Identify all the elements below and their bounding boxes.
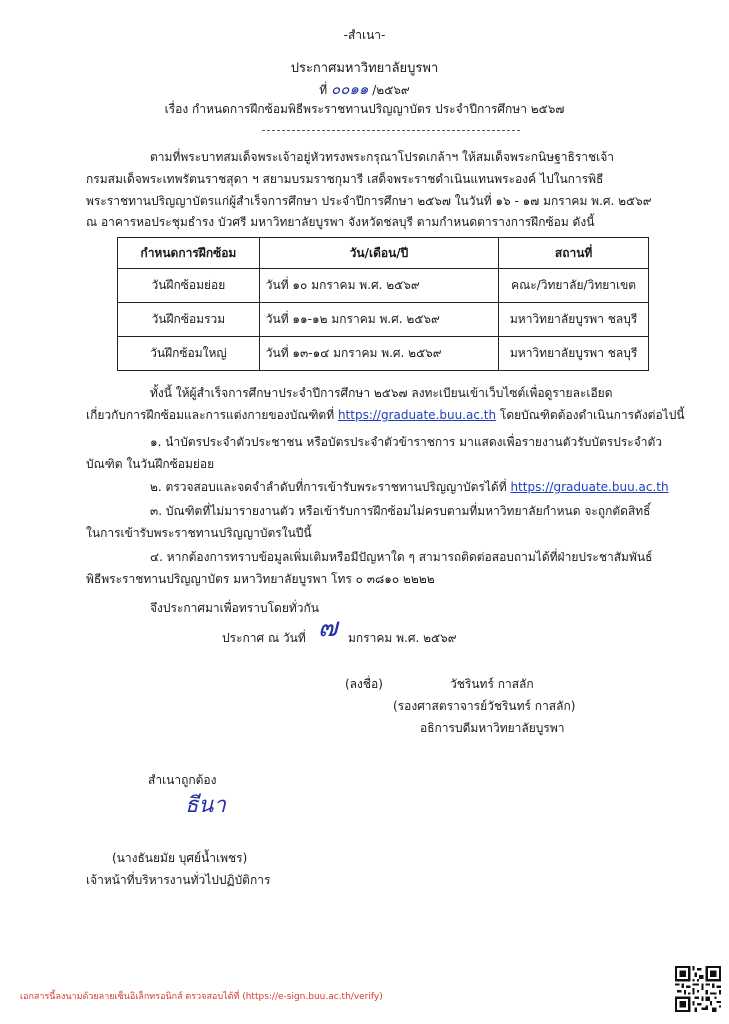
- document-number: [0, 79, 729, 99]
- table-row: [118, 269, 649, 303]
- intro-line-2: กรมสมเด็จพระเทพรัตนราชสุดา ฯ สยามบรมราชกุมารี เสด็จพระราชดำเนินแทนพระองค์ ไปในการพิธี: [86, 172, 604, 186]
- item-3-line-2: ในการเข้ารับพระราชทานปริญญาบัตรในปีนี้: [86, 526, 312, 540]
- cell-date: วันที่ ๑๑-๑๒ มกราคม พ.ศ. ๒๕๖๙: [259, 303, 498, 337]
- item-4-line-1: ๔. หากต้องการทราบข้อมูลเพิ่มเติมหรือมีปัญหาใด ๆ สามารถติดต่อสอบถามได้ที่ฝ่ายประชาสัมพันธ์: [150, 550, 653, 564]
- certifier-position: เจ้าหน้าที่บริหารงานทั่วไปปฏิบัติการ: [86, 873, 271, 887]
- cell-place: มหาวิทยาลัยบูรพา ชลบุรี: [499, 337, 649, 371]
- cell-schedule: วันฝึกซ้อมย่อย: [118, 269, 260, 303]
- certifier-signature-mark: ธีนา: [185, 793, 226, 818]
- cell-place: คณะ/วิทยาลัย/วิทยาเขต: [499, 269, 649, 303]
- para2-text-a: เกี่ยวกับการฝึกซ้อมและการแต่งกายของบัณฑิตที่: [86, 408, 335, 422]
- announce-day-handwritten: ๗: [318, 613, 338, 643]
- graduate-website-link[interactable]: https://graduate.buu.ac.th: [337, 408, 497, 422]
- announce-prefix: ประกาศ ณ วันที่: [222, 631, 306, 645]
- header-schedule: กำหนดการฝึกซ้อม: [118, 238, 260, 269]
- signer-full-name: (รองศาสตราจารย์วัชรินทร์ กาสลัก): [393, 699, 576, 713]
- item-1-line-2: บัณฑิต ในวันฝึกซ้อมย่อย: [86, 457, 215, 471]
- cell-date: วันที่ ๑๓-๑๔ มกราคม พ.ศ. ๒๕๖๙: [259, 337, 498, 371]
- announce-suffix: มกราคม พ.ศ. ๒๕๖๙: [348, 631, 457, 645]
- cell-place: มหาวิทยาลัยบูรพา ชลบุรี: [499, 303, 649, 337]
- intro-line-1: ตามที่พระบาทสมเด็จพระเจ้าอยู่หัวทรงพระกรุณาโปรดเกล้าฯ ให้สมเด็จพระกนิษฐาธิราชเจ้า: [150, 150, 615, 164]
- table-row: [118, 303, 649, 337]
- schedule-table: [117, 237, 649, 371]
- cell-schedule: วันฝึกซ้อมรวม: [118, 303, 260, 337]
- header-date: วัน/เดือน/ปี: [259, 238, 498, 269]
- item-2-line: [150, 479, 669, 495]
- signer-name: วัชรินทร์ กาสลัก: [450, 677, 534, 691]
- header-place: สถานที่: [499, 238, 649, 269]
- signed-label: (ลงชื่อ): [345, 677, 383, 691]
- intro-line-4: ณ อาคารหอประชุมธำรง บัวศรี มหาวิทยาลัยบูรพา จังหวัดชลบุรี ตามกำหนดตารางการฝึกซ้อม ดังนี้: [86, 215, 595, 229]
- cell-schedule: วันฝึกซ้อมใหญ่: [118, 337, 260, 371]
- org-title: ประกาศมหาวิทยาลัยบูรพา: [290, 61, 439, 76]
- number-handwritten: ๐๐๑๑: [331, 80, 369, 98]
- intro-line-3: พระราชทานปริญญาบัตรแก่ผู้สำเร็จการศึกษา ประจำปีการศึกษา ๒๕๖๗ ในวันที่ ๑๖ - ๑๗ มกราคม พ.ศ. ๒๕๖๙: [86, 194, 652, 208]
- qr-code-icon[interactable]: [675, 966, 721, 1012]
- para2-line-1: ทั้งนี้ ให้ผู้สำเร็จการศึกษาประจำปีการศึกษา ๒๕๖๗ ลงทะเบียนเข้าเว็บไซต์เพื่อดูรายละเอียด: [150, 386, 613, 400]
- cell-date: วันที่ ๑๐ มกราคม พ.ศ. ๒๕๖๙: [259, 269, 498, 303]
- item-2-text: ๒. ตรวจสอบและจดจำลำดับที่การเข้ารับพระราชทานปริญญาบัตรได้ที่: [150, 480, 507, 494]
- item-4-line-2: พิธีพระราชทานปริญญาบัตร มหาวิทยาลัยบูรพา โทร ๐ ๓๘๑๐ ๒๒๒๒: [86, 572, 435, 586]
- closing-line: จึงประกาศมาเพื่อทราบโดยทั่วกัน: [150, 601, 319, 615]
- number-prefix: ที่: [319, 83, 328, 97]
- certifier-name: (นางธันยมัย บุศย์น้ำเพชร): [112, 851, 248, 865]
- graduate-order-link[interactable]: https://graduate.buu.ac.th: [510, 480, 669, 494]
- item-3-line-1: ๓. บัณฑิตที่ไม่มารายงานตัว หรือเข้ารับการฝึกซ้อมไม่ครบตามที่มหาวิทยาลัยกำหนด จะถูกตัดสิทธิ์: [150, 504, 651, 518]
- item-1-line-1: ๑. นำบัตรประจำตัวประชาชน หรือบัตรประจำตัวข้าราชการ มาแสดงเพื่อรายงานตัวรับบัตรประจำตัว: [150, 435, 663, 449]
- para2-line-2: [86, 407, 685, 423]
- signer-position: อธิการบดีมหาวิทยาลัยบูรพา: [420, 721, 565, 735]
- separator: [262, 130, 520, 131]
- para2-text-b: โดยบัณฑิตต้องดำเนินการดังต่อไปนี้: [499, 408, 685, 422]
- table-header-row: [118, 238, 649, 269]
- esign-note: เอกสารนี้ลงนามด้วยลายเซ็นอิเล็กทรอนิกส์ ตรวจสอบได้ที่ (https://e-sign.buu.ac.th/verify): [20, 992, 383, 1002]
- copy-mark: -สำเนา-: [343, 28, 386, 42]
- certified-label: สำเนาถูกต้อง: [148, 773, 217, 787]
- table-row: [118, 337, 649, 371]
- number-suffix: /๒๕๖๙: [372, 83, 410, 97]
- subject-line: เรื่อง กำหนดการฝึกซ้อมพิธีพระราชทานปริญญาบัตร ประจำปีการศึกษา ๒๕๖๗: [164, 102, 565, 116]
